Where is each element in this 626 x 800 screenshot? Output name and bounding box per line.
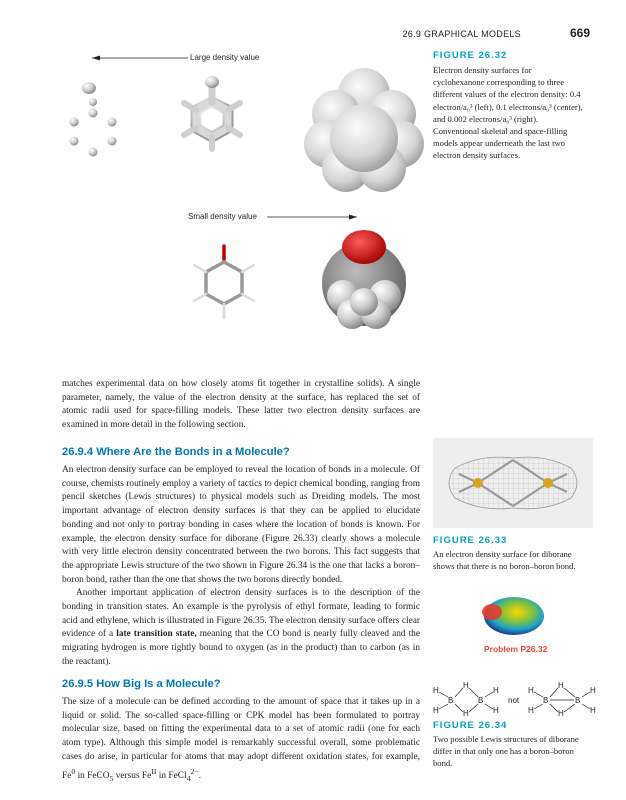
atom-B: B [575, 696, 581, 705]
figure-26-32-label: FIGURE 26.32 [433, 50, 508, 61]
space-filling-model [322, 230, 406, 329]
boron-atom-right [543, 478, 553, 488]
problem-link[interactable]: Problem P26.32 [484, 644, 548, 654]
atom-H: H [433, 686, 439, 695]
lewis-structure-bb-bond [528, 681, 596, 718]
fe2-superscript: II [151, 766, 157, 776]
charge-superscript: 2− [190, 766, 199, 776]
size-text-mid3: in FeCl [156, 770, 187, 781]
atom-H: H [463, 681, 469, 690]
atom-H: H [558, 709, 564, 718]
electrostatic-potential-map [478, 588, 548, 638]
atom-H: H [558, 681, 564, 690]
arrow-head-left [92, 56, 100, 61]
boron-atom-left [473, 478, 483, 488]
cyclohexanone-density-surfaces [60, 40, 425, 370]
atom-H: H [463, 709, 469, 718]
section-26-9-5-heading: 26.9.5 How Big Is a Molecule? [62, 678, 221, 690]
atom-B: B [478, 696, 484, 705]
problem-molecule-image [478, 588, 548, 638]
atom-H: H [528, 686, 534, 695]
paragraph-bonds-1: An electron density surface can be employed to reveal the location of bonds in a molecule. Of course, chemists routinely employ a variety of tactics to depict chemical bonding, ranging from pencil sketches (Lewis structures) to physical models such as Dreiding models. The most important advantage of electron density surfaces is that they can be applied to elucidate bonding and not only to portray bonding in cases where the location of bonds is known. For example, the electron density surface for diborane (Figure 26.33) clearly shows a molecule with very little electron density concentrated between the two borons. This fact suggests that the appropriate Lewis structure of the two shown in Figure 26.34 is the one that lacks a boron–boron bond, rather than the one that shows the two borons directly bonded. [62, 465, 420, 585]
atom-H: H [433, 706, 439, 715]
intro-paragraph [62, 378, 420, 433]
atom-H: H [493, 706, 499, 715]
arrow-label-small: Small density value [188, 212, 257, 221]
cl4-subscript: 4 [186, 773, 191, 783]
not-word: not [508, 696, 520, 705]
section-26-9-5-body [62, 696, 420, 785]
atom-H: H [528, 706, 534, 715]
arrow-head-right [349, 215, 357, 220]
diborane-density-surface [433, 438, 593, 528]
page-number: 669 [569, 26, 590, 40]
figure-26-34-art [430, 680, 605, 718]
figure-26-33-caption: An electron density surface for diborane shows that there is no boron–boron bond. [433, 549, 576, 572]
fe0-superscript: 0 [71, 766, 76, 776]
paragraph-bonds-2-start: Another important application of electron density surfaces is to the description of the bonding in transition states. An example is the pyrolysis of ethyl formate, leading to formic acid and ethylene, which is illustrated in Figure 26.35. The electron density surface offers clear evidence of a [62, 588, 420, 640]
size-text-mid1: in FeCO [75, 770, 110, 781]
skeletal-model [194, 246, 254, 318]
figure-26-34-label: FIGURE 26.34 [433, 720, 508, 731]
surface-low-density [304, 68, 424, 192]
atom-H: H [590, 686, 596, 695]
figure-26-33-art [433, 438, 593, 528]
paragraph-bonds-2-end: meaning that the CO bond is nearly fully cleaved and the migrating hydrogen is more tightly bound to oxygen (as in the product) than to carbon (as in the reactant). [62, 629, 421, 667]
surface-medium-density [184, 76, 240, 149]
paragraph-size [62, 696, 420, 785]
atom-H: H [590, 706, 596, 715]
size-text-start: The size of a molecule can be defined according to the amount of space that it takes up in a liquid or solid. The so-called space-filling or CPK model has been formulated to portray molecular size, based on fitting the experimental data to a set of atomic radii (one for each atom type). Although this simple model is remarkably successful overall, some problematic cases do arise, in particular for atoms that may adopt different oxidation states, for example, Fe [62, 697, 420, 781]
section-26-9-4-body [62, 464, 420, 670]
section-26-9-4-heading: 26.9.4 Where Are the Bonds in a Molecule? [62, 446, 290, 458]
co5-subscript: 5 [109, 773, 114, 783]
paragraph-bonds-2 [62, 587, 420, 669]
atom-H: H [493, 686, 499, 695]
atom-B: B [543, 696, 549, 705]
atom-B: B [448, 696, 454, 705]
surface-high-density [70, 82, 117, 157]
late-transition-state-term: late transition state, [116, 629, 197, 640]
size-text-mid2: versus Fe [113, 770, 152, 781]
size-text-end: . [198, 770, 202, 781]
figure-26-32-caption: Electron density surfaces for cyclohexanone corresponding to three different values of the electron density: 0.4 electron/a₀³ (left), 0.1 electrons/a₀³ (center), and 0.002 electrons/a₀³ (right). Conventional skeletal and space-filling models appear underneath the last two electron density surfaces. [433, 65, 583, 161]
intro-text: matches experimental data on how closely atoms fit together in crystalline solids). A single parameter, namely, the value of the electron density at the surface, has replaced the set of atomic radii used for space-filling models. These latter two electron density surfaces are examined in more detail in the following section. [62, 379, 420, 431]
lewis-structure-bridged [433, 681, 499, 718]
figure-26-34-caption: Two possible Lewis structures of diborane differ in that only one has a boron–boron bond. [433, 734, 579, 769]
running-header: 26.9 GRAPHICAL MODELS [402, 29, 521, 39]
figure-26-32-art [60, 40, 425, 370]
figure-26-33-label: FIGURE 26.33 [433, 535, 508, 546]
diborane-lewis-structures [430, 680, 605, 718]
arrow-label-large: Large density value [190, 53, 260, 62]
